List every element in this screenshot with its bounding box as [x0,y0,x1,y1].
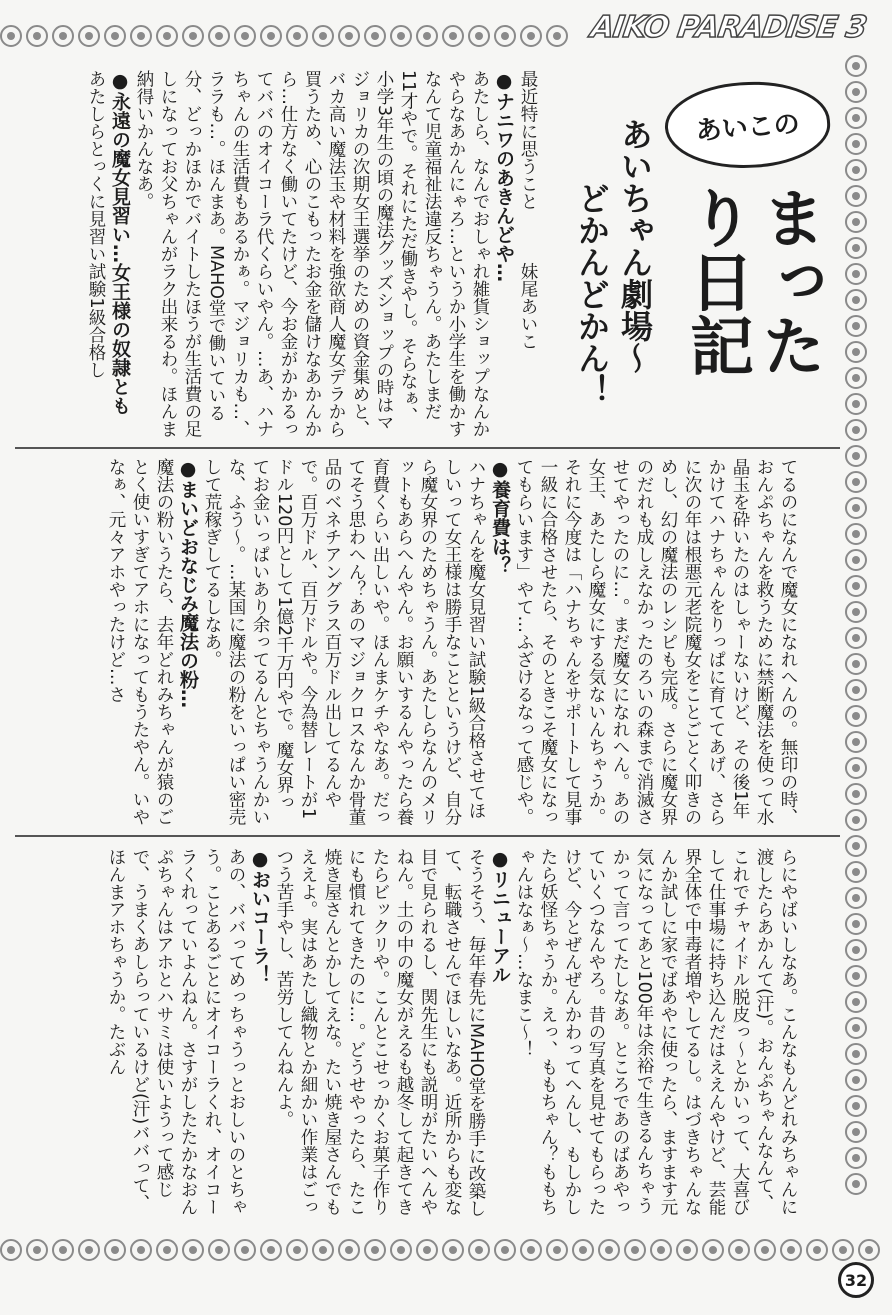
ring-ornament [806,1239,828,1261]
ring-ornament [650,1239,672,1261]
ring-ornament [845,445,867,467]
ring-ornament [390,1239,412,1261]
paragraph-renewal: そうそう、毎年春先にMAHO堂を勝手に改築して、転職させんでほしいなあ。近所からも変な目で見られるし、関先生にも説明がたいへんやねん。土の中の魔女がえるも越冬して起きてきたらビックリや。こんとこせっかくお菓子作りにも慣れてきたのに…。どうせやったら、たこ焼き屋さんとかしてえな。たい焼き屋さんでもええよ。実はあたし織物とか細かい作業はごっつう苦手やし、苦労してんねんよ。 [274,848,486,1218]
ring-ornament [845,965,867,987]
ring-ornament [572,1239,594,1261]
ring-ornament [624,1239,646,1261]
ring-ornament [845,991,867,1013]
ring-ornament [845,419,867,441]
ring-ornament [845,1121,867,1143]
ring-ornament [0,25,22,47]
ring-ornament [494,1239,516,1261]
ring-ornament [364,1239,386,1261]
ring-ornament [845,835,867,857]
paragraph-oi-cola: あの、ババってめっちゃうっとおしいのとちゃう。ことあるごとにオイコーラくれ、オイコーラくれっていよんねん。さすがしたたかなおんぷちゃんはアホとハサミは使いようって感じで、うまくあしらっているけど(汗)ババって、ほんまアホちゃうか。たぶん [106,848,246,1216]
series-title: AIKO PARADISE 3 [588,10,869,45]
ring-ornament [234,1239,256,1261]
ring-ornament [312,1239,334,1261]
ring-ornament [845,783,867,805]
heading-child-support: ●養育費は？ [489,458,511,575]
ring-ornament [286,25,308,47]
paragraph-powder-continued: らにやばいしなあ。こんなもんどれみちゃんに渡したらあかんて(汗)。おんぷちゃんなんて、これでチャイドル脱皮っ〜とかいって、大喜びして仕事場に持ち込んだはええんやけど、芸能界全体で中毒者増やしてるし。はづきちゃんなんか試しに家でばあやに使ったら、ますます元気になってあと100年は余裕で生きるんちゃうかって言ってたしなあ。ところであのばあやっていくつなんやろ。昔の写真を見せてもらったけど、今とぜんぜんかわってへんし、もしかしたら妖怪ちゃうか。えっ、ももちゃん？ももちゃんはなぁ〜…なまこ〜！ [514,848,798,1216]
ring-ornament [845,861,867,883]
ring-ornament [845,523,867,545]
bottom-ring-border [0,1236,892,1264]
ring-ornament [845,497,867,519]
ring-ornament [676,1239,698,1261]
ring-ornament [520,25,542,47]
section-top-text [40,70,540,440]
ring-ornament [845,1069,867,1091]
ring-ornament [845,471,867,493]
page-number-text: 32 [844,1270,868,1290]
ring-ornament [26,1239,48,1261]
heading-naniwa: ●ナニワのあきんどや… [493,70,515,282]
ring-ornament [468,1239,490,1261]
ring-ornament [845,627,867,649]
ring-ornament [845,341,867,363]
ring-ornament [26,25,48,47]
ring-ornament [845,367,867,389]
ring-ornament [286,1239,308,1261]
title-bubble-text: あいこの [694,108,801,147]
heading-oi-cola: ●おいコーラ！ [249,848,271,984]
ring-ornament [520,1239,542,1261]
ring-ornament [208,25,230,47]
ring-ornament [780,1239,802,1261]
ring-ornament [845,939,867,961]
ring-ornament [845,549,867,571]
paragraph-child-support: ハナちゃんを魔女見習い試験1級合格させてほしいって女王様は勝手なことというけど、自分ら魔女界のためちゃうん。あたしらなんのメリットもあらへんやん。お願いするんやったら養育費くらい出しいや。ほんまケチやなあ。だってそう思わへん？あのマジョクロスなんか骨董品のベネチアングラス百万ドル出してるんやで。百万ドル、百万ドルや。今為替レートが1ドル120円として1億2千万円やで。魔女界ってお金いっぱいあり余ってるんとちゃうんかいな、ふう〜。…某国に魔法の粉をいっぱい密売して荒稼ぎしてるしなあ。 [202,458,486,826]
ring-ornament [845,211,867,233]
ring-ornament [442,1239,464,1261]
paragraph-witch-continued: てるのになんで魔女になれへんの。無印の時、おんぷちゃんを救うために禁断魔法を使って水晶玉を砕いたのはしゃーないけど、その後1年かけてハナちゃんをりっぱに育ててあげ、さらに次の年は根悪元老院魔女をことごとく叩きのめし、幻の魔法のレシピも完成。さらに魔女界のだれも成しえなかったのろいの森まで消滅させてやったのに…。まだ魔女になれへん。あの女王、あたしら魔女にする気ないんちゃうか。それに今度は「ハナちゃんをサポートして見事一級に合格させたら、そのときこそ魔女になってもらいます」やて…ふざけるなって感じや。 [514,458,798,826]
ring-ornament [338,1239,360,1261]
ring-ornament [728,1239,750,1261]
ring-ornament [104,1239,126,1261]
ring-ornament [845,315,867,337]
ring-ornament [702,1239,724,1261]
ring-ornament [845,289,867,311]
ring-ornament [494,25,516,47]
ring-ornament [52,1239,74,1261]
title-main [680,185,824,435]
ring-ornament [260,1239,282,1261]
ring-ornament [468,25,490,47]
ring-ornament [546,1239,568,1261]
ring-ornament [546,25,568,47]
ring-ornament [78,1239,100,1261]
ring-ornament [845,55,867,77]
title-big: まったり日記 [679,185,825,377]
ring-ornament [845,107,867,129]
ring-ornament [845,575,867,597]
ring-ornament [845,705,867,727]
subtitle-a: あいちゃん劇場〜 [616,118,654,374]
ring-ornament [208,1239,230,1261]
ring-ornament [845,185,867,207]
section-middle-text [40,458,800,828]
ring-ornament [598,1239,620,1261]
ring-ornament [260,25,282,47]
ring-ornament [845,81,867,103]
ring-ornament [845,133,867,155]
divider-middle [15,835,840,837]
ring-ornament [52,25,74,47]
ring-ornament [338,25,360,47]
ring-ornament [845,601,867,623]
ring-ornament [845,237,867,259]
ring-ornament [845,757,867,779]
ring-ornament [845,731,867,753]
ring-ornament [390,25,412,47]
heading-eternal-apprentice: ●永遠の魔女見習い…女王様の奴隷とも [109,70,131,415]
ring-ornament [845,263,867,285]
paragraph-eternal-apprentice: あたしらとっくに見習い試験1級合格し [86,70,106,379]
paragraph-naniwa: あたしら、なんでおしゃれ雑貨ショップなんかやらなあかんにゃろ…というか小学生を働かすなんて児童福祉法違反ちゃうん。あたしまだ11才やで。それにただ働きやし。そらなぁ、小学3年生の頃の魔法グッズショップの時はマジョリカの次期女王選挙のための資金集めと、バカ高い魔法玉や材料を強欲商人魔女デラから買うため、心のこもったお金を儲けなあかんから…仕方なく働いてたけど、今お金がかかるってババのオイコーラ代くらいやん。…あ、ハナちゃんの生活費もあるかぁ。マジョリカも…、ララも…。ほんまあ。MAHO堂で働いている分、どっかほかでバイトしたほうが生活費の足しになってお父ちゃんがラク出来るわ。ほんま納得いかんなあ。 [134,70,490,438]
ring-ornament [130,25,152,47]
ring-ornament [845,653,867,675]
divider-top [15,447,840,449]
ring-ornament [130,1239,152,1261]
ring-ornament [845,1043,867,1065]
intro-line: 最近特に思うこと 妹尾あいこ [518,70,538,350]
subtitle-b: どかんどかん！ [573,182,611,406]
section-bottom-text [40,848,800,1228]
ring-ornament [845,887,867,909]
ring-ornament [182,25,204,47]
heading-renewal: ●リニューアル [489,848,511,984]
paragraph-magic-powder: 魔法の粉いうたら、去年どれみちゃんが猿のごとく使いすぎてアホになってもうたやん。いやなぁ、元々アホやったけど…さ [106,458,174,826]
ring-ornament [364,25,386,47]
ring-ornament [312,25,334,47]
ring-ornament [845,393,867,415]
ring-ornament [0,1239,22,1261]
ring-ornament [78,25,100,47]
ring-ornament [442,25,464,47]
ring-ornament [845,809,867,831]
ring-ornament [416,1239,438,1261]
ring-ornament [845,159,867,181]
ring-ornament [416,25,438,47]
page-number [838,1262,874,1298]
ring-ornament [845,679,867,701]
ring-ornament [182,1239,204,1261]
ring-ornament [754,1239,776,1261]
title-bubble [662,76,833,173]
ring-ornament [156,1239,178,1261]
ring-ornament [156,25,178,47]
ring-ornament [234,25,256,47]
ring-ornament [845,913,867,935]
heading-magic-powder: ●まいどおなじみ魔法の粉… [177,458,199,708]
ring-ornament [845,1173,867,1195]
ring-ornament [104,25,126,47]
ring-ornament [845,1095,867,1117]
ring-ornament [845,1147,867,1169]
right-ring-border [842,55,870,1245]
ring-ornament [845,1017,867,1039]
